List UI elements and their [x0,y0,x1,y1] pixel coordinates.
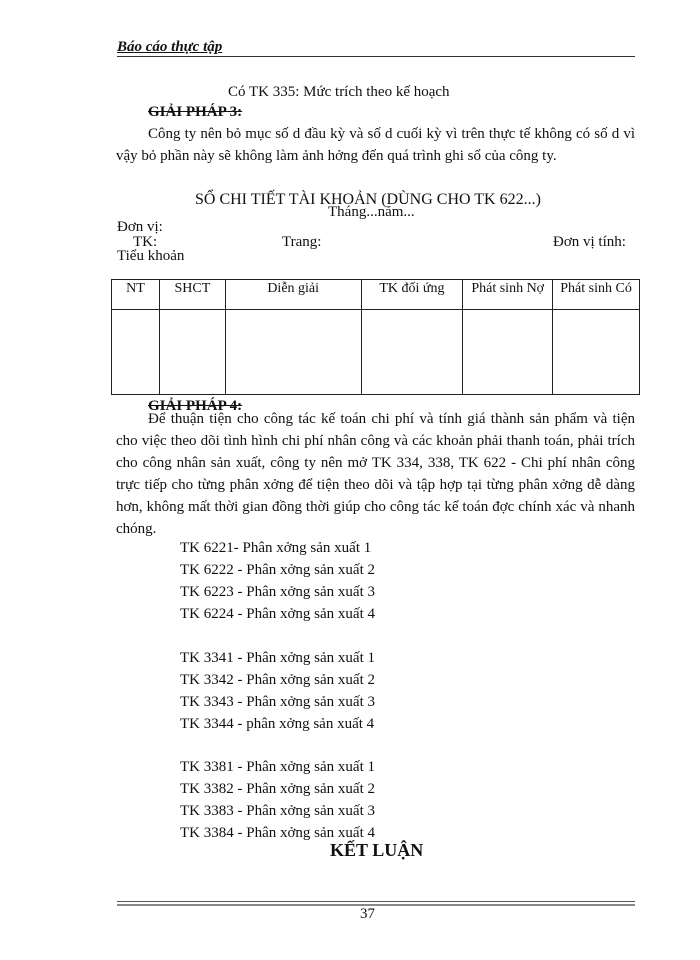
page-label: Trang: [282,234,322,250]
solution3-paragraph: Công ty nên bỏ mục số d đầu kỳ và số d cuối kỳ vì trên thực tế không có số d vì vậy bỏ phần này sẽ không làm ảnh hởng đến quá trình ghi sổ của công ty. [116,126,635,164]
ledger-subtitle: Tháng...năm... [328,204,415,220]
col-nt: NT [112,280,160,310]
ledger-empty-row [112,310,640,395]
account-item: TK 6224 - Phân xởng sản xuất 4 [180,606,375,622]
account-item: TK 3381 - Phân xởng sản xuất 1 [180,759,375,775]
footer-divider [117,901,635,902]
cell-shct [159,310,225,395]
account-item: TK 3384 - Phân xởng sản xuất 4 [180,825,375,841]
page-number: 37 [360,906,375,922]
cell-phat-sinh-no [463,310,553,395]
report-header-title: Báo cáo thực tập [117,39,223,55]
col-shct: SHCT [159,280,225,310]
account-item: TK 3383 - Phân xởng sản xuất 3 [180,803,375,819]
ledger-title: SỔ CHI TIẾT TÀI KHOẢN (DÙNG CHO TK 622...) [195,191,541,208]
tk-label: TK: [133,234,158,250]
ledger-header-row [112,280,640,310]
account-item: TK 3343 - Phân xởng sản xuất 3 [180,694,375,710]
col-tk-doi-ung: TK đối ứng [361,280,463,310]
col-dien-giai: Diễn giải [225,280,361,310]
tk335-line: Có TK 335: Mức trích theo kế hoạch [228,84,450,100]
cell-nt [112,310,160,395]
cell-phat-sinh-co [553,310,640,395]
col-phat-sinh-co: Phát sinh Có [553,280,640,310]
account-item: TK 3342 - Phân xởng sản xuất 2 [180,672,375,688]
header-divider [117,56,635,57]
account-item: TK 3341 - Phân xởng sản xuất 1 [180,650,375,666]
ledger-table [111,279,640,395]
account-item: TK 6223 - Phân xởng sản xuất 3 [180,584,375,600]
solution4-paragraph: Để thuận tiện cho công tác kế toán chi phí và tính giá thành sản phẩm và tiện cho việc theo dõi tình hình chi phí nhân công và các khoản phải thanh toán, phải trích cho công nhân sản xuất, công ty nên mở TK 334, 338, TK 622 - Chi phí nhân công trực tiếp cho từng phân xởng để tiện theo dõi và tập hợp tại từng phân xởng dễ dàng hơn, không mất thời gian đồng thời giúp cho công tác kế toán đợc chính xác và nhanh chóng. [116,411,635,537]
solution3-heading: GIẢI PHÁP 3: [148,104,243,120]
calc-unit-label: Đơn vị tính: [553,234,626,250]
account-item: TK 6221- Phân xởng sản xuất 1 [180,540,372,556]
unit-label: Đơn vị: [117,219,163,235]
account-item: TK 3344 - phân xởng sản xuất 4 [180,716,375,732]
sub-account-label: Tiểu khoản [117,248,185,264]
cell-tk-doi-ung [361,310,463,395]
account-item: TK 3382 - Phân xởng sản xuất 2 [180,781,375,797]
solution4-heading: GIẢI PHÁP 4: [148,398,243,414]
conclusion-heading: KẾT LUẬN [330,840,424,860]
cell-dien-giai [225,310,361,395]
account-item: TK 6222 - Phân xởng sản xuất 2 [180,562,375,578]
footer-divider-shadow [117,904,635,906]
col-phat-sinh-no: Phát sinh Nợ [463,280,553,310]
